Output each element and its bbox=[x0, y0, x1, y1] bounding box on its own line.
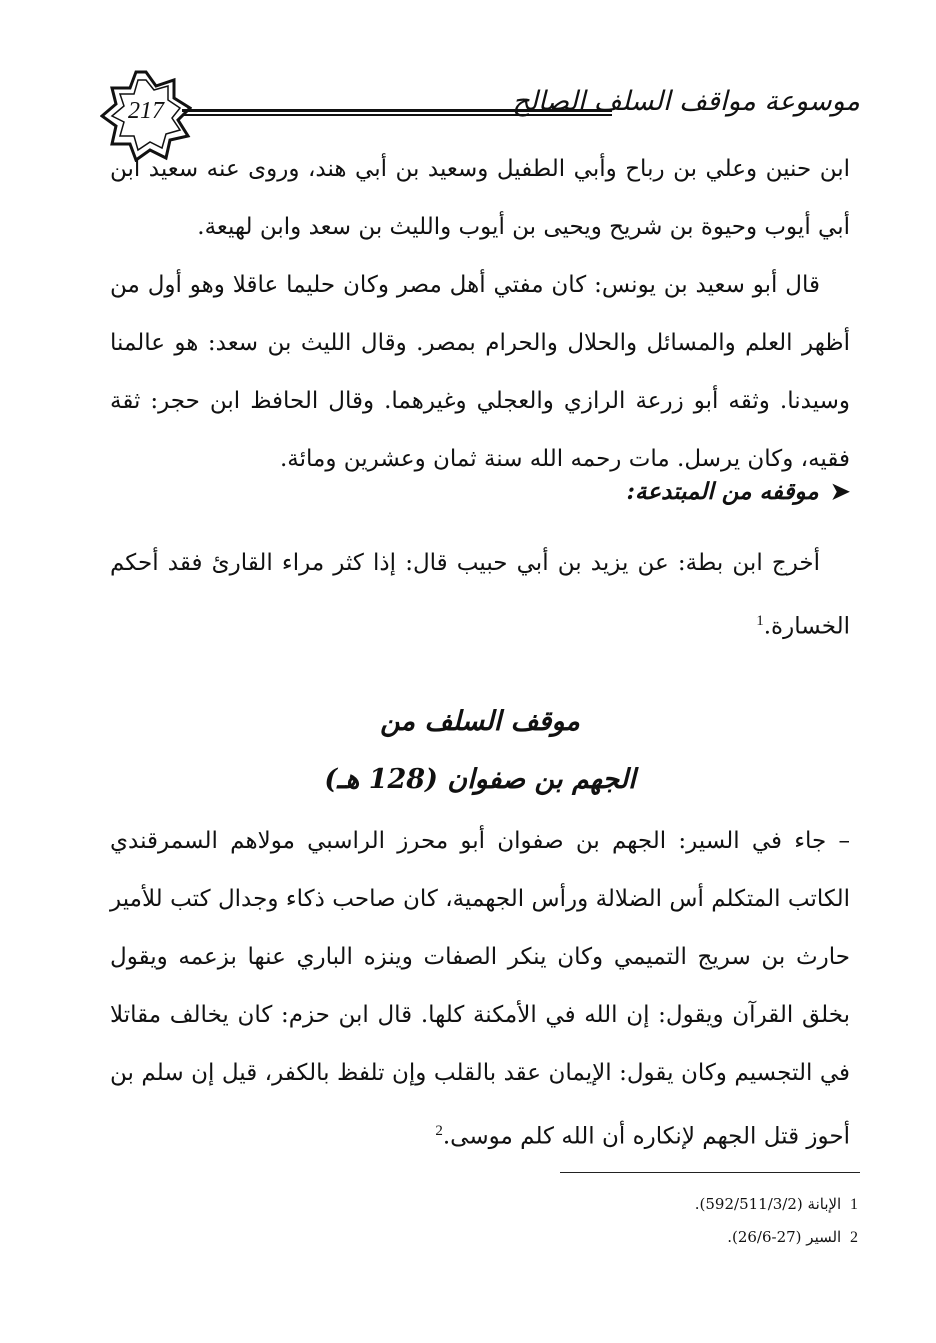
footnotes bbox=[695, 1188, 858, 1254]
subheading bbox=[627, 478, 850, 505]
footnote bbox=[695, 1221, 858, 1254]
footnote-number: 1 bbox=[850, 1196, 858, 1213]
paragraph-text: – جاء في السير: الجهم بن صفوان أبو محرز الراسبي مولاهم السمرقندي الكاتب المتكلم أس الضلالة ورأس الجهمية، كان صاحب ذكاء وجدال كتب للأمير حارث بن سريج التميمي وكان ينكر الصفات وينزه الباري عنها بزعمه ويقول بخلق القرآن ويقول: إن الله في الأمكنة كلها. قال ابن حزم: كان يخالف مقاتلا في التجسيم وكان يقول: الإيمان عقد بالقلب وإن تلفظ بالكفر، قيل إن سلم بن أحوز قتل الجهم لإنكاره أن الله كلم موسى. bbox=[110, 828, 850, 1150]
paragraph bbox=[110, 534, 850, 656]
footnote-ref[interactable]: 2 bbox=[435, 1123, 443, 1139]
footnote-ref[interactable]: 1 bbox=[756, 613, 764, 629]
subheading-text: موقفه من المبتدعة: bbox=[626, 478, 819, 505]
book-title: موسوعة مواقف السلف الصالح bbox=[512, 86, 860, 117]
section-title: موقف السلف من bbox=[380, 706, 580, 737]
paragraph: ابن حنين وعلي بن رباح وأبي الطفيل وسعيد بن أبي هند، وروى عنه سعيد ابن أبي أيوب وحيوة بن شريح ويحيى بن أيوب والليث بن سعد وابن لهيعة. bbox=[110, 156, 850, 240]
paragraph-text: أخرج ابن بطة: عن يزيد بن أبي حبيب قال: إذا كثر مراء القارئ فقد أحكم الخسارة. bbox=[110, 550, 850, 640]
page-number: 217 bbox=[128, 98, 164, 124]
paragraph: قال أبو سعيد بن يونس: كان مفتي أهل مصر وكان حليما عاقلا وهو أول من أظهر العلم والمسائل والحلال والحرام بمصر. وقال الليث بن سعد: هو عالمنا وسيدنا. وثقه أبو زرعة الرازي والعجلي وغيرهما. وقال الحافظ ابن حجر: ثقة فقيه، وكان يرسل. مات رحمه الله سنة ثمان وعشرين ومائة. bbox=[110, 272, 850, 472]
paragraph bbox=[110, 812, 850, 1166]
footnote-number: 2 bbox=[850, 1229, 858, 1246]
footnote bbox=[695, 1188, 858, 1221]
page-header bbox=[100, 70, 860, 150]
arrow-bullet-icon: ➤ bbox=[830, 478, 850, 505]
footnote-text: السير (27-26/6). bbox=[727, 1228, 842, 1246]
footnote-text: الإبانة (592/511/3/2). bbox=[694, 1195, 842, 1213]
footnote-divider bbox=[560, 1172, 860, 1173]
section-subtitle: الجهم بن صفوان (128 هـ) bbox=[324, 764, 636, 795]
